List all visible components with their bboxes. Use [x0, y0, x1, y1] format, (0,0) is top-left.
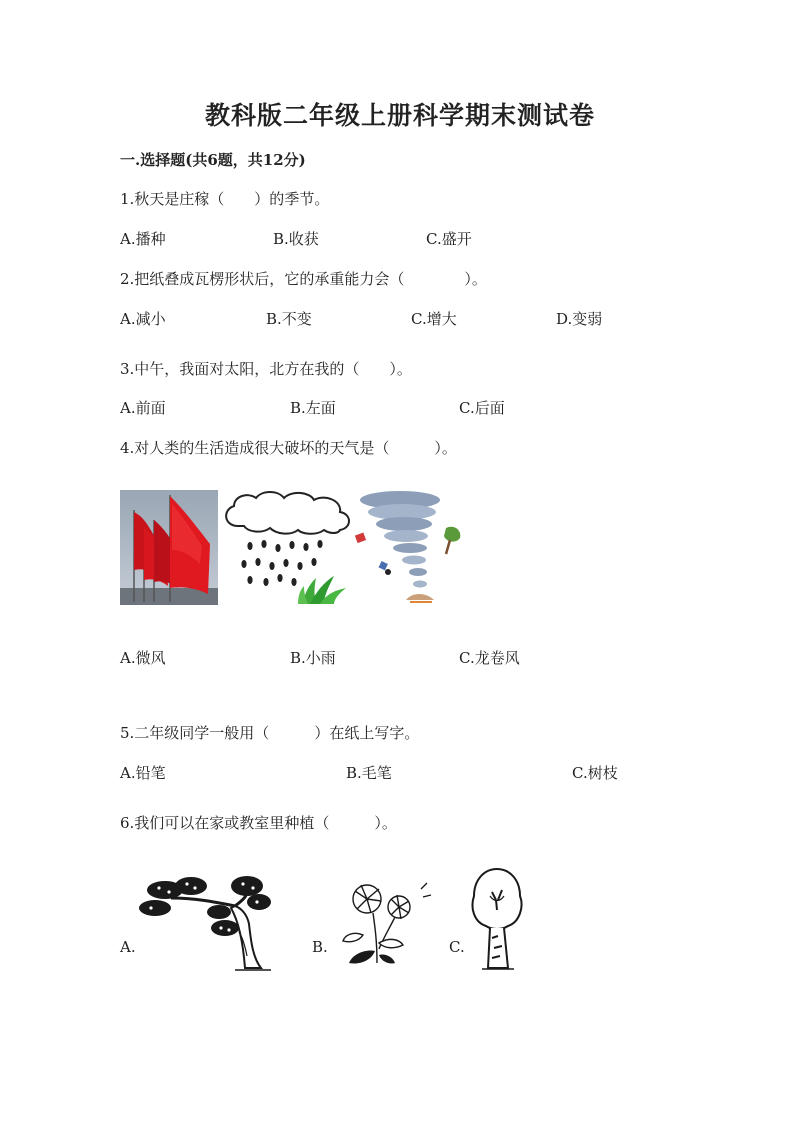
- section-heading: 一.选择题(共6题，共12分): [120, 151, 306, 169]
- tornado-icon: [350, 488, 470, 606]
- question-3: 3.中午，我面对太阳，北方在我的（ ）。: [120, 360, 412, 378]
- question-1: 1.秋天是庄稼（ ）的季节。: [120, 190, 330, 208]
- q6-option-b: B.: [312, 938, 328, 956]
- q5-option-a: A.铅笔: [120, 764, 166, 782]
- q3-option-c: C.后面: [459, 399, 505, 417]
- rain-cloud-icon: [220, 490, 355, 606]
- q1-option-a: A.播种: [120, 230, 166, 248]
- q3-option-b: B.左面: [290, 399, 336, 417]
- question-6: 6.我们可以在家或教室里种植（ ）。: [120, 814, 397, 832]
- q4-option-c: C.龙卷风: [459, 649, 520, 667]
- q4-option-b: B.小雨: [290, 649, 336, 667]
- pine-tree-icon: [135, 872, 273, 974]
- q2-option-d: D.变弱: [556, 310, 603, 328]
- q6-option-c: C.: [449, 938, 465, 956]
- q2-option-a: A.减小: [120, 310, 166, 328]
- chrysanthemum-icon: [333, 877, 433, 969]
- q5-option-b: B.毛笔: [346, 764, 392, 782]
- tree-icon: [470, 866, 525, 972]
- page-title: 教科版二年级上册科学期末测试卷: [204, 101, 595, 130]
- question-5: 5.二年级同学一般用（ ）在纸上写字。: [120, 724, 420, 742]
- question-4: 4.对人类的生活造成很大破坏的天气是（ ）。: [120, 439, 457, 457]
- q2-option-b: B.不变: [266, 310, 312, 328]
- q3-option-a: A.前面: [120, 399, 166, 417]
- q4-option-a: A.微风: [120, 649, 166, 667]
- flags-photo: [120, 490, 218, 605]
- q1-option-b: B.收获: [273, 230, 319, 248]
- q6-option-a: A.: [120, 938, 136, 956]
- q5-option-c: C.树枝: [572, 764, 618, 782]
- q1-option-c: C.盛开: [426, 230, 472, 248]
- question-2: 2.把纸叠成瓦楞形状后，它的承重能力会（ ）。: [120, 270, 487, 288]
- q2-option-c: C.增大: [411, 310, 457, 328]
